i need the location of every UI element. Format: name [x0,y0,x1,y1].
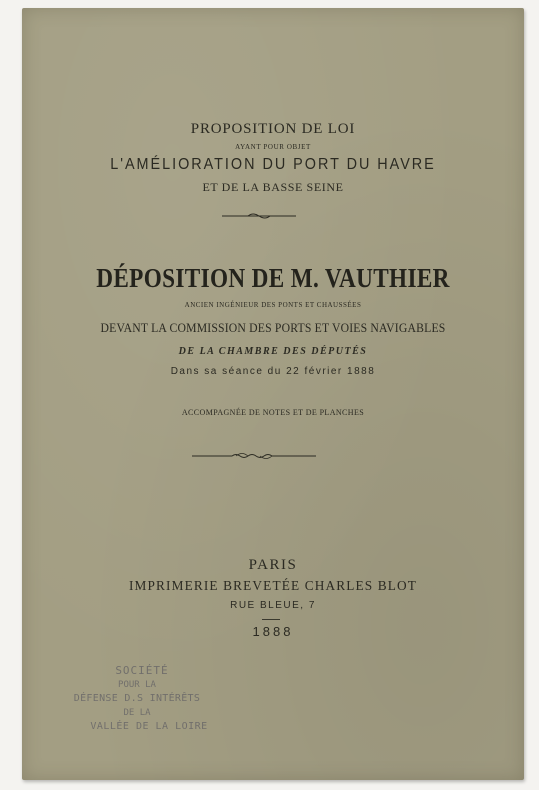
session-date: Dans sa séance du 22 février 1888 [170,366,376,377]
imprint-year: 1888 [252,624,294,639]
stamp-line: SOCIÉTÉ [115,664,169,677]
document-title: DÉPOSITION DE M. VAUTHIER [96,263,450,293]
author-credential: ANCIEN INGÉNIEUR DES PONTS ET CHAUSSÉES [184,301,362,309]
document-cover [22,8,524,780]
imprint-printer: IMPRIMERIE BREVETÉE CHARLES BLOT [128,579,418,594]
proposal-heading: PROPOSITION DE LOI [190,121,356,137]
imprint-divider [262,619,280,620]
proposal-subject-continued: ET DE LA BASSE SEINE [202,180,344,194]
library-stamp [62,664,212,734]
proposal-subheading: AYANT POUR OBJET [235,143,311,151]
stamp-line: VALLÉE DE LA LOIRE [90,721,208,732]
notes-line: ACCOMPAGNÉE DE NOTES ET DE PLANCHES [181,408,365,417]
imprint-address: RUE BLEUE, 7 [230,600,316,611]
stamp-line: POUR LA [118,680,156,690]
flourish-ornament-icon [192,451,316,461]
stamp-line: DE LA [123,708,151,718]
divider-ornament-icon [222,212,296,220]
stamp-line: DÉFENSE D.S INTÉRÊTS [73,693,201,704]
proposal-subject: L'AMÉLIORATION DU PORT DU HAVRE [110,156,436,173]
commission-line: DEVANT LA COMMISSION DES PORTS ET VOIES NAVIGABLES [100,320,446,335]
imprint-city: PARIS [248,557,298,573]
chamber-line: DE LA CHAMBRE DES DÉPUTÉS [178,346,368,357]
